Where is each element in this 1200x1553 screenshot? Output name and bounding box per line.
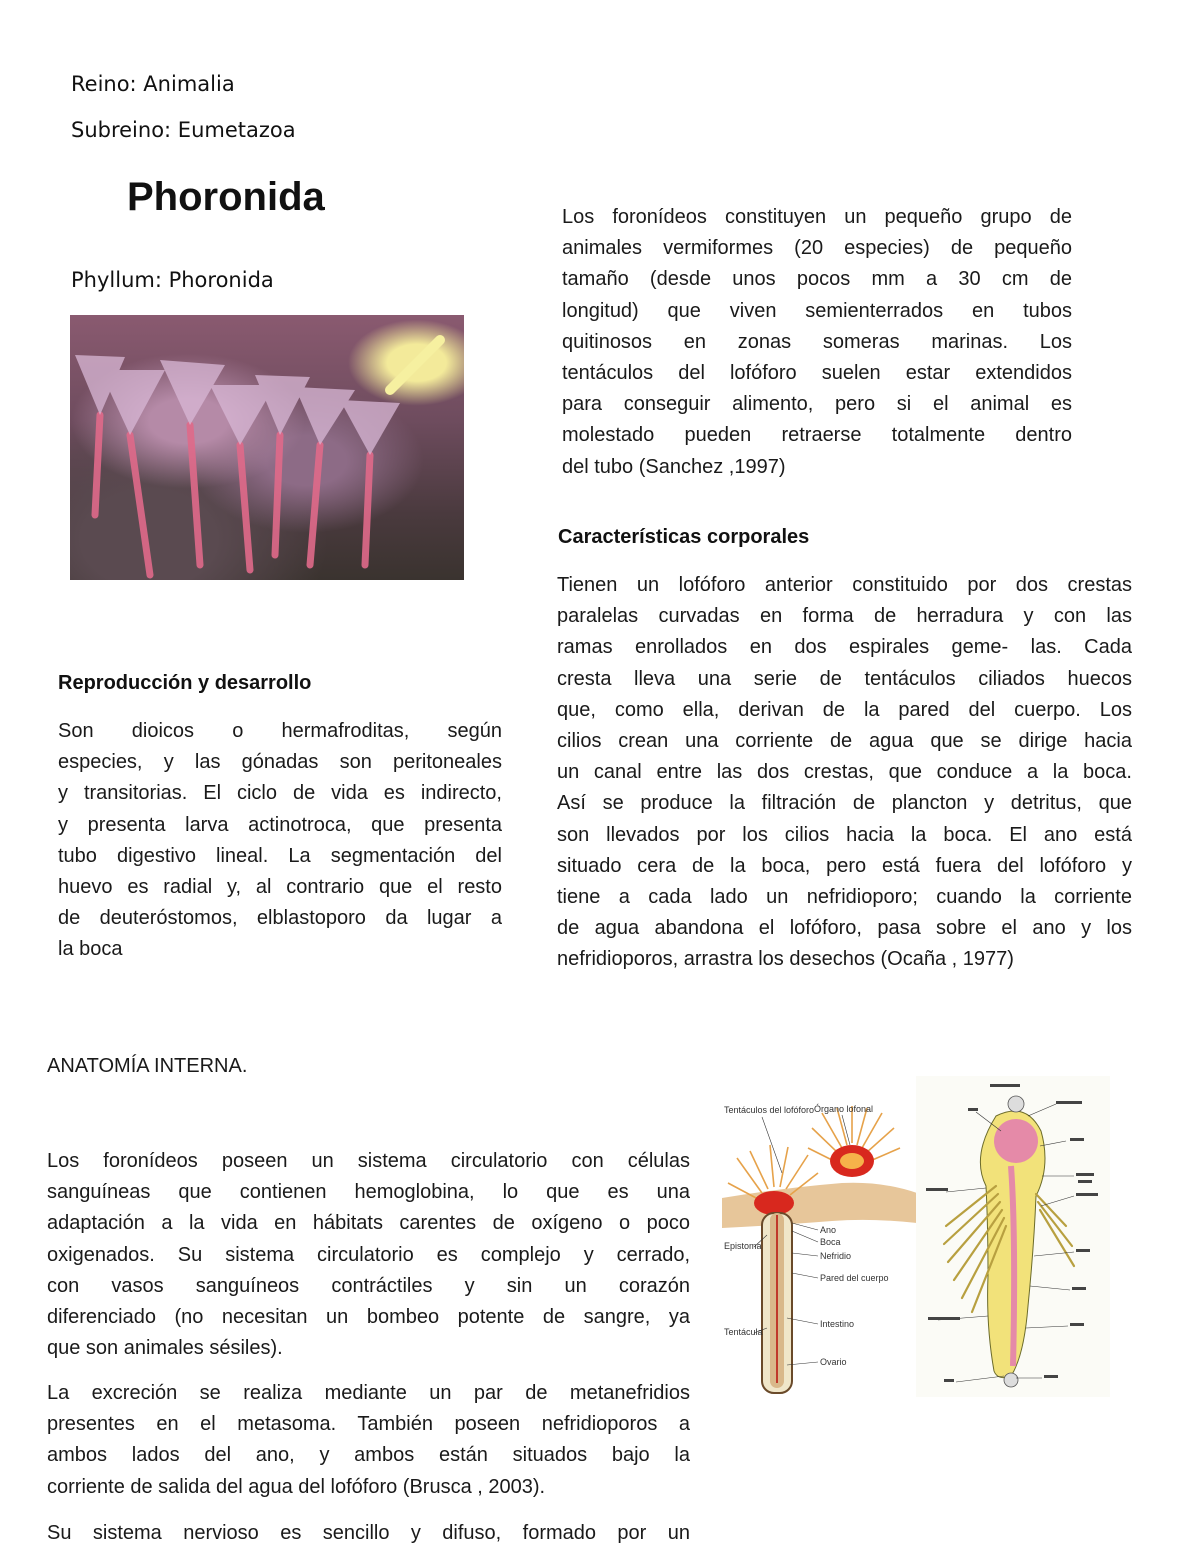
anatomy-line: La excreción se realiza mediante un par de metanefridios bbox=[47, 1382, 690, 1404]
kingdom-label: Reino: Animalia bbox=[71, 72, 235, 96]
phoronid-tube-diagram-svg bbox=[722, 1103, 917, 1398]
label-tentacles: Tentáculos del lofóforo bbox=[724, 1105, 815, 1115]
anatomy-line: ambos lados del ano, y ambos están situados bajo la bbox=[47, 1444, 690, 1467]
intro-line: molestado pueden retraerse totalmente dentro bbox=[562, 424, 1072, 447]
intro-line: tentáculos del lofóforo suelen estar extendidos bbox=[562, 362, 1072, 385]
body-features-line: nefridioporos, arrastra los desechos (Ocaña , 1977) bbox=[557, 948, 1014, 971]
anatomy-line: con vasos sanguíneos contráctiles y sin un corazón bbox=[47, 1274, 690, 1297]
reproduction-paragraph bbox=[58, 716, 502, 966]
intro-line: longitud) que viven semienterrados en tubos bbox=[562, 299, 1072, 322]
label-organ: Órgano lofonal bbox=[814, 1104, 874, 1114]
reproduction-heading: Reproducción y desarrollo bbox=[58, 672, 312, 694]
phoronid-anatomy-diagram-svg bbox=[916, 1076, 1110, 1397]
anatomy-line: diferenciado (no necesitan un bombeo potente de sangre, ya bbox=[47, 1306, 690, 1329]
reproduction-line: y presenta larva actinotroca, que presenta bbox=[58, 813, 502, 836]
body-features-line: tiene a cada lado un nefridioporo; cuando la corriente bbox=[557, 886, 1132, 909]
body-features-line: que, como ella, derivan de la pared del cuerpo. Los bbox=[557, 698, 1132, 721]
anatomy-line: sanguíneas que contienen hemoglobina, lo que es una bbox=[47, 1181, 690, 1204]
body-features-line: Así se produce la filtración de plancton y detritus, que bbox=[557, 792, 1132, 815]
anatomy-paragraph-2 bbox=[47, 1378, 690, 1503]
anatomy-paragraph-1 bbox=[47, 1146, 690, 1364]
reproduction-line: de deuteróstomos, elblastoporo da lugar a bbox=[58, 907, 502, 930]
label-anus: Ano bbox=[820, 1225, 837, 1235]
page-title: Phoronida bbox=[127, 175, 325, 219]
body-features-line: situado cera de la boca, pero está fuera del lofóforo y bbox=[557, 854, 1132, 877]
anatomy-title: ANATOMÍA INTERNA. bbox=[47, 1055, 248, 1077]
reproduction-line: Son dioicos o hermafroditas, según bbox=[58, 720, 502, 742]
label-mouth: Boca bbox=[820, 1237, 841, 1247]
anatomy-line: adaptación a la vida en hábitats carentes de oxígeno o poco bbox=[47, 1212, 690, 1235]
reproduction-line: y transitorias. El ciclo de vida es indirecto, bbox=[58, 782, 502, 805]
label-wall: Pared del cuerpo bbox=[820, 1273, 889, 1283]
phylum-label: Phyllum: Phoronida bbox=[71, 268, 274, 292]
intro-line: tamaño (desde unos pocos mm a 30 cm de bbox=[562, 268, 1072, 291]
label-tentacle-small: Tentácula bbox=[724, 1327, 763, 1337]
anatomy-paragraph-3 bbox=[47, 1518, 690, 1549]
anatomy-line: Los foronídeos poseen un sistema circulatorio con células bbox=[47, 1150, 690, 1172]
subkingdom-label: Subreino: Eumetazoa bbox=[71, 118, 296, 142]
anatomy-line: Su sistema nervioso es sencillo y difuso, formado por un bbox=[47, 1522, 690, 1544]
label-intestine: Intestino bbox=[820, 1319, 855, 1329]
reproduction-line: tubo digestivo lineal. La segmentación del bbox=[58, 844, 502, 867]
reproduction-line: especies, y las gónadas son peritoneales bbox=[58, 751, 502, 774]
body-features-heading: Características corporales bbox=[558, 526, 810, 548]
intro-line: del tubo (Sanchez ,1997) bbox=[562, 455, 786, 478]
phoronid-anatomy-diagram bbox=[916, 1076, 1110, 1397]
anatomy-line: oxigenados. Su sistema circulatorio es complejo y cerrado, bbox=[47, 1243, 690, 1266]
phoronida-photo bbox=[70, 315, 464, 580]
anatomy-line: presentes en el metasoma. También poseen nefridioporos a bbox=[47, 1413, 690, 1436]
label-epistome: Epistoma bbox=[724, 1241, 762, 1251]
intro-line: animales vermiformes (20 especies) de pequeño bbox=[562, 237, 1072, 260]
phoronida-photo-illustration bbox=[70, 315, 464, 580]
body-features-line: cilios crean una corriente de agua que se dirige hacia bbox=[557, 730, 1132, 753]
anatomy-line: que son animales sésiles). bbox=[47, 1337, 283, 1360]
label-nephridia: Nefridio bbox=[820, 1251, 852, 1261]
reproduction-line: la boca bbox=[58, 938, 123, 961]
body-features-line: son llevados por los cilios hacia la boca. El ano está bbox=[557, 823, 1132, 846]
body-features-line: de agua abandona el lofóforo, pasa sobre el ano y los bbox=[557, 917, 1132, 940]
body-features-line: Tienen un lofóforo anterior constituido por dos crestas bbox=[557, 574, 1132, 596]
intro-line: quitinosos en zonas someras marinas. Los bbox=[562, 330, 1072, 353]
body-features-line: ramas enrollados en dos espirales geme- las. Cada bbox=[557, 636, 1132, 659]
intro-line: para conseguir alimento, pero si el animal es bbox=[562, 393, 1072, 416]
anatomy-line: corriente de salida del agua del lofóforo (Brusca , 2003). bbox=[47, 1475, 546, 1498]
intro-paragraph bbox=[562, 202, 1072, 483]
intro-line: Los foronídeos constituyen un pequeño grupo de bbox=[562, 206, 1072, 228]
body-features-line: cresta lleva una serie de tentáculos ciliados huecos bbox=[557, 667, 1132, 690]
label-ovary: Ovario bbox=[820, 1357, 847, 1367]
phoronid-tube-diagram bbox=[722, 1103, 917, 1398]
reproduction-line: huevo es radial y, al contrario que el resto bbox=[58, 876, 502, 899]
body-features-paragraph bbox=[557, 570, 1132, 976]
body-features-line: un canal entre las dos crestas, que conduce a la boca. bbox=[557, 761, 1132, 784]
body-features-line: paralelas curvadas en forma de herradura y con las bbox=[557, 605, 1132, 628]
